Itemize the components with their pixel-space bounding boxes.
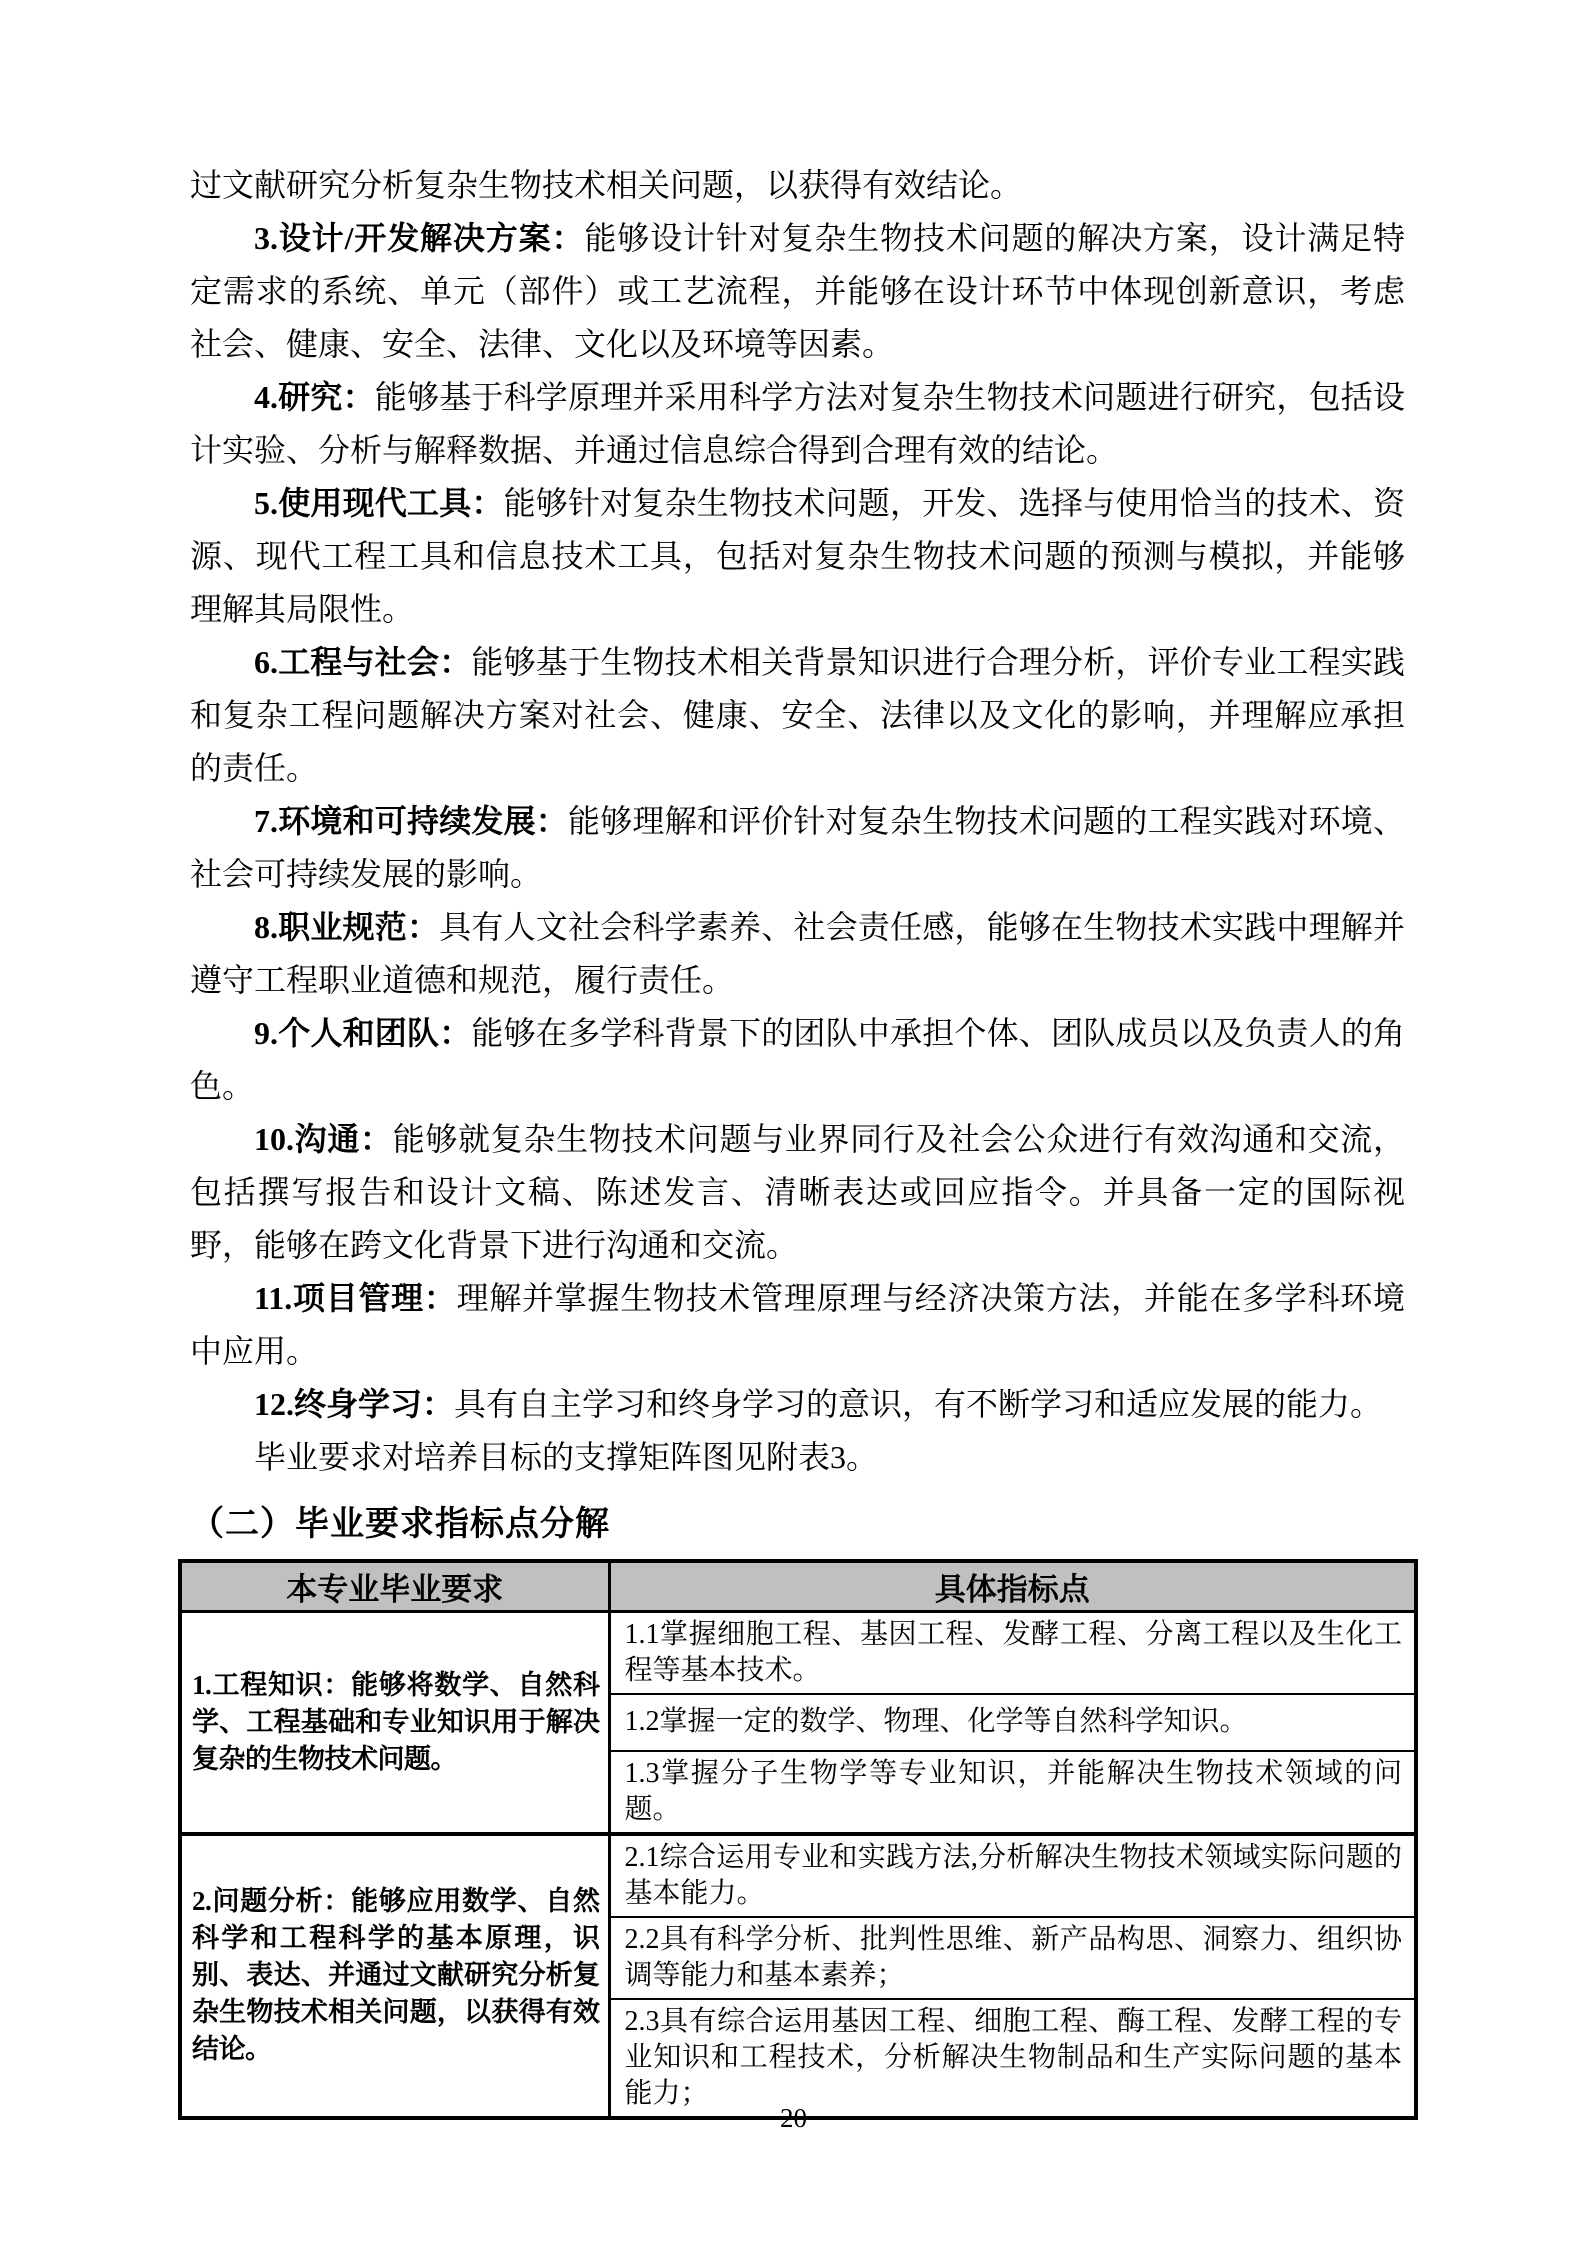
requirement-label: 11.项目管理： (254, 1280, 457, 1316)
requirement-label: 3.设计/开发解决方案： (254, 220, 585, 256)
paragraph-requirement-11 (190, 1272, 1405, 1378)
page-number: 20 (780, 2103, 807, 2133)
requirement-label: 4.研究： (254, 379, 375, 415)
table-row (180, 1611, 1416, 1694)
requirement-label: 8.职业规范： (254, 909, 440, 945)
indicator-cell-2-2: 2.2具有科学分析、批判性思维、新产品构思、洞察力、组织协调等能力和基本素养； (609, 1917, 1416, 1999)
paragraph-requirement-5 (190, 477, 1405, 636)
requirement-text: 理解并掌握生物技术管理原理与经济决策方法，并能在多学科环境中应用。 (190, 1280, 1405, 1369)
requirement-cell-2: 2.问题分析：能够应用数学、自然科学和工程科学的基本原理，识别、表达、并通过文献研究分析复杂生物技术相关问题，以获得有效结论。 (180, 1834, 609, 2118)
requirement-text: 能够在多学科背景下的团队中承担个体、团队成员以及负责人的角色。 (190, 1015, 1405, 1104)
paragraph-requirement-9 (190, 1007, 1405, 1113)
requirement-label: 5.使用现代工具： (254, 485, 504, 521)
indicator-cell-1-1: 1.1掌握细胞工程、基因工程、发酵工程、分离工程以及生化工程等基本技术。 (624, 1618, 1402, 1686)
section-heading: （二）毕业要求指标点分解 (190, 1506, 610, 1543)
paragraph-requirement-3 (190, 212, 1405, 371)
body-text (190, 159, 1405, 1484)
paragraph-requirement-10 (190, 1113, 1405, 1272)
requirement-label: 12.终身学习： (254, 1386, 455, 1422)
requirement-text: 能够基于生物技术相关背景知识进行合理分析，评价专业工程实践和复杂工程问题解决方案对社会、健康、安全、法律以及文化的影响，并理解应承担的责任。 (190, 644, 1405, 786)
paragraph-requirement-6 (190, 636, 1405, 795)
table-header-row (180, 1561, 1416, 1611)
requirement-text: 能够设计针对复杂生物技术问题的解决方案，设计满足特定需求的系统、单元（部件）或工艺流程，并能够在设计环节中体现创新意识，考虑社会、健康、安全、法律、文化以及环境等因素。 (190, 220, 1405, 362)
indicator-cell-2-3: 2.3具有综合运用基因工程、细胞工程、酶工程、发酵工程的专业知识和工程技术，分析解决生物制品和生产实际问题的基本能力； (609, 1999, 1416, 2118)
requirement-text: 能够理解和评价针对复杂生物技术问题的工程实践对环境、社会可持续发展的影响。 (190, 803, 1405, 892)
requirement-cell-1: 1.工程知识：能够将数学、自然科学、工程基础和专业知识用于解决复杂的生物技术问题。 (180, 1611, 609, 1834)
page-content (190, 159, 1405, 2120)
requirement-text: 能够基于科学原理并采用科学方法对复杂生物技术问题进行研究，包括设计实验、分析与解释数据、并通过信息综合得到合理有效的结论。 (190, 379, 1405, 468)
column-header-indicator: 具体指标点 (609, 1561, 1416, 1611)
indicator-cell-1-3: 1.3掌握分子生物学等专业知识，并能解决生物技术领域的问题。 (609, 1751, 1416, 1834)
paragraph-continuation: 过文献研究分析复杂生物技术相关问题，以获得有效结论。 (190, 167, 1023, 203)
requirement-label: 6.工程与社会： (254, 644, 472, 680)
requirement-text: 具有自主学习和终身学习的意识，有不断学习和适应发展的能力。 (454, 1386, 1383, 1422)
indicator-cell-1-2: 1.2掌握一定的数学、物理、化学等自然科学知识。 (609, 1694, 1416, 1751)
requirement-label: 7.环境和可持续发展： (254, 803, 568, 839)
paragraph-requirement-4 (190, 371, 1405, 477)
column-header-requirement: 本专业毕业要求 (180, 1561, 609, 1611)
requirement-text: 能够针对复杂生物技术问题，开发、选择与使用恰当的技术、资源、现代工程工具和信息技术工具，包括对复杂生物技术问题的预测与模拟，并能够理解其局限性。 (190, 485, 1405, 627)
graduation-requirements-table (178, 1559, 1418, 2120)
paragraph-requirement-8 (190, 901, 1405, 1007)
table-row (180, 1834, 1416, 1917)
requirement-label: 9.个人和团队： (254, 1015, 472, 1051)
requirement-text: 具有人文社会科学素养、社会责任感，能够在生物技术实践中理解并遵守工程职业道德和规范，履行责任。 (190, 909, 1405, 998)
support-matrix-note: 毕业要求对培养目标的支撑矩阵图见附表3。 (254, 1439, 879, 1475)
paragraph-requirement-7 (190, 795, 1405, 901)
paragraph-requirement-12 (190, 1378, 1405, 1431)
indicator-cell-2-1: 2.1综合运用专业和实践方法,分析解决生物技术领域实际问题的基本能力。 (609, 1834, 1416, 1917)
requirement-text: 能够就复杂生物技术问题与业界同行及社会公众进行有效沟通和交流，包括撰写报告和设计文稿、陈述发言、清晰表达或回应指令。并具备一定的国际视野，能够在跨文化背景下进行沟通和交流。 (190, 1121, 1405, 1263)
requirement-label: 10.沟通： (254, 1121, 393, 1157)
